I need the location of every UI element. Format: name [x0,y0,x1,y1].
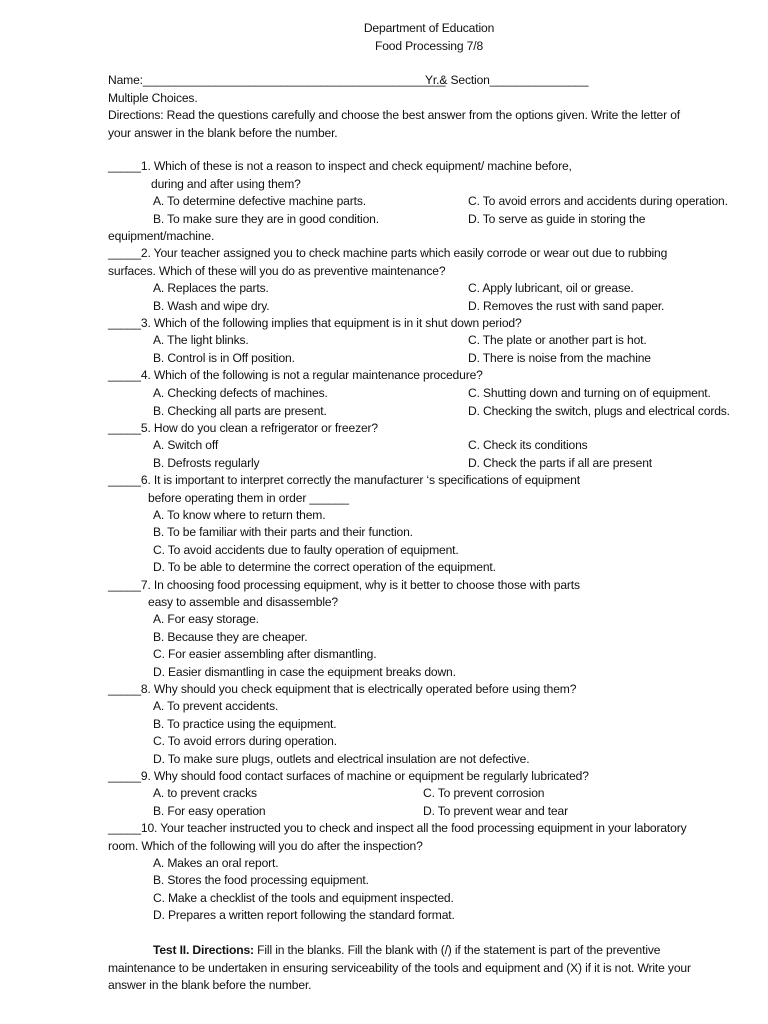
question-9-choice-b: B. For easy operation [153,804,266,818]
test-2-heading: Test II. Directions: [153,943,254,957]
test-2-directions-line-1 [153,943,660,957]
test-type: Multiple Choices. [108,91,198,105]
test-2-directions-text: Fill in the blanks. Fill the blank with (/) if the statement is part of the preventive [253,943,661,957]
question-8-choice-b: B. To practice using the equipment. [153,717,337,731]
question-10-choice-b: B. Stores the food processing equipment. [153,873,369,887]
question-7-stem-cont: easy to assemble and disassemble? [148,595,339,609]
question-8-choice-a: A. To prevent accidents. [153,699,279,713]
question-6-choice-b: B. To be familiar with their parts and their function. [153,525,413,539]
question-3-stem: _____3. Which of the following implies that equipment is in it shut down period? [108,316,522,330]
question-1-choice-b: B. To make sure they are in good condition. [153,212,379,226]
document-subject: Food Processing 7/8 [374,39,484,53]
question-6-choice-c: C. To avoid accidents due to faulty operation of equipment. [153,543,459,557]
question-2-choice-c: C. Apply lubricant, oil or grease. [468,281,634,295]
question-7-choice-b: B. Because they are cheaper. [153,630,308,644]
question-4-choice-c: C. Shutting down and turning on of equipment. [468,386,711,400]
question-4-choice-d: D. Checking the switch, plugs and electrical cords. [468,404,730,418]
document-department: Department of Education [363,21,495,35]
question-3-choice-b: B. Control is in Off position. [153,351,295,365]
question-1-choice-a: A. To determine defective machine parts. [153,194,366,208]
question-6-choice-a: A. To know where to return them. [153,508,326,522]
question-6-stem-cont: before operating them in order ______ [148,491,349,505]
question-1-stem: _____1. Which of these is not a reason to inspect and check equipment/ machine before, [108,159,572,173]
question-9-stem: _____9. Why should food contact surfaces of machine or equipment be regularly lubricated? [108,769,589,783]
question-7-choice-a: A. For easy storage. [153,612,259,626]
question-10-stem: _____10. Your teacher instructed you to check and inspect all the food processing equipment in your laboratory [108,821,687,835]
question-4-choice-b: B. Checking all parts are present. [153,404,327,418]
question-4-choice-a: A. Checking defects of machines. [153,386,328,400]
question-1-choice-c: C. To avoid errors and accidents during operation. [468,194,728,208]
question-10-choice-c: C. Make a checklist of the tools and equipment inspected. [153,891,454,905]
question-1-choice-d: D. To serve as guide in storing the [468,212,646,226]
question-6-choice-d: D. To be able to determine the correct operation of the equipment. [153,560,496,574]
question-2-choice-a: A. Replaces the parts. [153,281,269,295]
name-field: Name:______________________________________________ [108,73,446,87]
question-10-stem-cont: room. Which of the following will you do after the inspection? [108,839,423,853]
question-9-choice-a: A. to prevent cracks [153,786,257,800]
question-2-choice-b: B. Wash and wipe dry. [153,299,270,313]
question-2-stem: _____2. Your teacher assigned you to check machine parts which easily corrode or wear out due to rubbing [108,246,668,260]
question-8-choice-c: C. To avoid errors during operation. [153,734,337,748]
question-5-choice-c: C. Check its conditions [468,438,588,452]
question-1-choice-d-cont: equipment/machine. [108,229,215,243]
question-1-stem-cont: during and after using them? [151,177,301,191]
question-5-choice-a: A. Switch off [153,438,219,452]
question-4-stem: _____4. Which of the following is not a regular maintenance procedure? [108,368,483,382]
question-8-stem: _____8. Why should you check equipment that is electrically operated before using them? [108,682,577,696]
question-5-choice-d: D. Check the parts if all are present [468,456,653,470]
question-3-choice-a: A. The light blinks. [153,333,249,347]
question-6-stem: _____6. It is important to interpret correctly the manufacturer ‘s specifications of equipment [108,473,580,487]
question-7-choice-c: C. For easier assembling after dismantling. [153,647,377,661]
section-field: Yr.& Section_______________ [425,73,589,87]
question-2-choice-d: D. Removes the rust with sand paper. [468,299,665,313]
question-10-choice-d: D. Prepares a written report following the standard format. [153,908,455,922]
question-3-choice-d: D. There is noise from the machine [468,351,651,365]
question-10-choice-a: A. Makes an oral report. [153,856,279,870]
question-7-choice-d: D. Easier dismantling in case the equipment breaks down. [153,665,456,679]
question-2-stem-cont: surfaces. Which of these will you do as preventive maintenance? [108,264,446,278]
question-8-choice-d: D. To make sure plugs, outlets and electrical insulation are not defective. [153,752,530,766]
directions-line-1: Directions: Read the questions carefully and choose the best answer from the options given. Write the letter of [108,108,681,122]
question-3-choice-c: C. The plate or another part is hot. [468,333,647,347]
question-9-choice-c: C. To prevent corrosion [423,786,545,800]
question-5-stem: _____5. How do you clean a refrigerator or freezer? [108,421,378,435]
question-7-stem: _____7. In choosing food processing equipment, why is it better to choose those with parts [108,578,580,592]
test-2-directions-line-3: answer in the blank before the number. [108,978,312,992]
question-5-choice-b: B. Defrosts regularly [153,456,260,470]
directions-line-2: your answer in the blank before the number. [108,126,338,140]
test-2-directions-line-2: maintenance to be undertaken in ensuring serviceability of the tools and equipment and (X) if it is not. Write your [108,961,691,975]
question-9-choice-d: D. To prevent wear and tear [423,804,568,818]
